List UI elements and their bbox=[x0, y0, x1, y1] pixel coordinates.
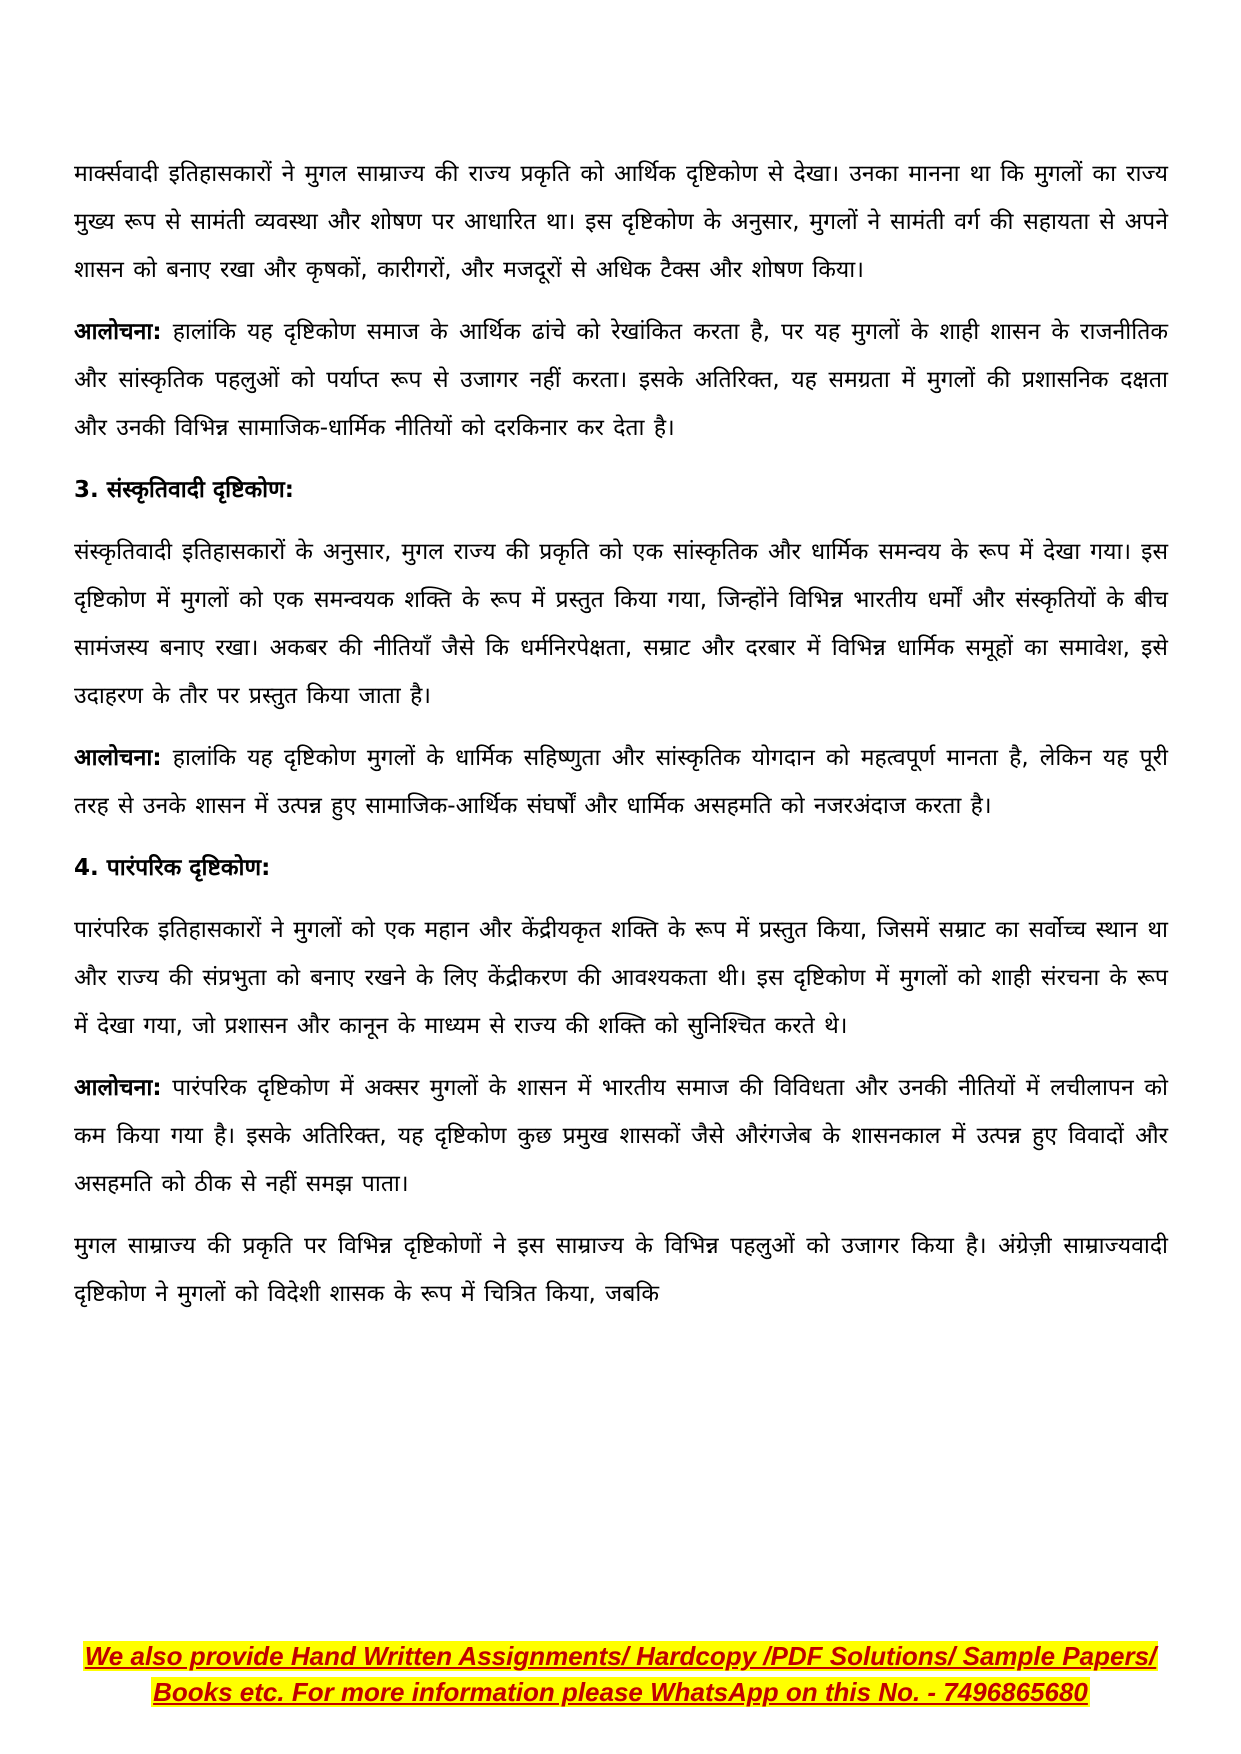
section-heading-cultural: 3. संस्कृतिवादी दृष्टिकोण: bbox=[74, 477, 294, 503]
promo-footer bbox=[0, 1638, 1241, 1710]
paragraph-marxist: मार्क्सवादी इतिहासकारों ने मुगल साम्राज्य की राज्य प्रकृति को आर्थिक दृष्टिकोण से देखा। उनका मानना था कि मुगलों का राज्य मुख्य रूप से सामंती व्यवस्था और शोषण पर आधारित था। इस दृष्टिकोण के अनुसार, मुगलों ने सामंती वर्ग की सहायता से अपने शासन को बनाए रखा और कृषकों, कारीगरों, और मजदूरों से अधिक टैक्स और शोषण किया। bbox=[74, 161, 1168, 283]
paragraph-conclusion: मुगल साम्राज्य की प्रकृति पर विभिन्न दृष्टिकोणों ने इस साम्राज्य के विभिन्न पहलुओं को उजागर किया है। अंग्रेज़ी साम्राज्यवादी दृष्टिकोण ने मुगलों को विदेशी शासक के रूप में चित्रित किया, जबकि bbox=[74, 1233, 1168, 1307]
document-body bbox=[74, 150, 1168, 1332]
critique-text: हालांकि यह दृष्टिकोण समाज के आर्थिक ढांचे को रेखांकित करता है, पर यह मुगलों के शाही शासन के राजनीतिक और सांस्कृतिक पहलुओं को पर्याप्त रूप से उजागर नहीं करता। इसके अतिरिक्त, यह समग्रता में मुगलों की प्रशासनिक दक्षता और उनकी विभिन्न सामाजिक-धार्मिक नीतियों को दरकिनार कर देता है। bbox=[74, 319, 1168, 441]
promo-line-1 bbox=[0, 1638, 1241, 1674]
critique-label: आलोचना: bbox=[74, 745, 162, 771]
promo-line-2 bbox=[0, 1674, 1241, 1710]
section-heading-traditional: 4. पारंपरिक दृष्टिकोण: bbox=[74, 855, 271, 881]
critique-label: आलोचना: bbox=[74, 319, 162, 345]
paragraph-critique-traditional bbox=[74, 1064, 1168, 1208]
paragraph-critique-cultural bbox=[74, 734, 1168, 830]
paragraph-critique-marxist bbox=[74, 308, 1168, 452]
critique-text: हालांकि यह दृष्टिकोण मुगलों के धार्मिक सहिष्णुता और सांस्कृतिक योगदान को महत्वपूर्ण मानता है, लेकिन यह पूरी तरह से उनके शासन में उत्पन्न हुए सामाजिक-आर्थिक संघर्षों और धार्मिक असहमति को नजरअंदाज करता है। bbox=[74, 745, 1168, 819]
paragraph-cultural: संस्कृतिवादी इतिहासकारों के अनुसार, मुगल राज्य की प्रकृति को एक सांस्कृतिक और धार्मिक समन्वय के रूप में देखा गया। इस दृष्टिकोण में मुगलों को एक समन्वयक शक्ति के रूप में प्रस्तुत किया गया, जिन्होंने विभिन्न भारतीय धर्मों और संस्कृतियों के बीच सामंजस्य बनाए रखा। अकबर की नीतियाँ जैसे कि धर्मनिरपेक्षता, सम्राट और दरबार में विभिन्न धार्मिक समूहों का समावेश, इसे उदाहरण के तौर पर प्रस्तुत किया जाता है। bbox=[74, 539, 1168, 709]
promo-text-2: Books etc. For more information please WhatsApp on this No. - 7496865680 bbox=[153, 1677, 1088, 1707]
critique-label: आलोचना: bbox=[74, 1075, 162, 1101]
critique-text: पारंपरिक दृष्टिकोण में अक्सर मुगलों के शासन में भारतीय समाज की विविधता और उनकी नीतियों में लचीलापन को कम किया गया है। इसके अतिरिक्त, यह दृष्टिकोण कुछ प्रमुख शासकों जैसे औरंगजेब के शासनकाल में उत्पन्न हुए विवादों और असहमति को ठीक से नहीं समझ पाता। bbox=[74, 1075, 1168, 1197]
promo-text-1: We also provide Hand Written Assignments/ Hardcopy /PDF Solutions/ Sample Papers/ bbox=[84, 1641, 1157, 1671]
paragraph-traditional: पारंपरिक इतिहासकारों ने मुगलों को एक महान और केंद्रीयकृत शक्ति के रूप में प्रस्तुत किया, जिसमें सम्राट का सर्वोच्च स्थान था और राज्य की संप्रभुता को बनाए रखने के लिए केंद्रीकरण की आवश्यकता थी। इस दृष्टिकोण में मुगलों को शाही संरचना के रूप में देखा गया, जो प्रशासन और कानून के माध्यम से राज्य की शक्ति को सुनिश्चित करते थे। bbox=[74, 917, 1168, 1039]
